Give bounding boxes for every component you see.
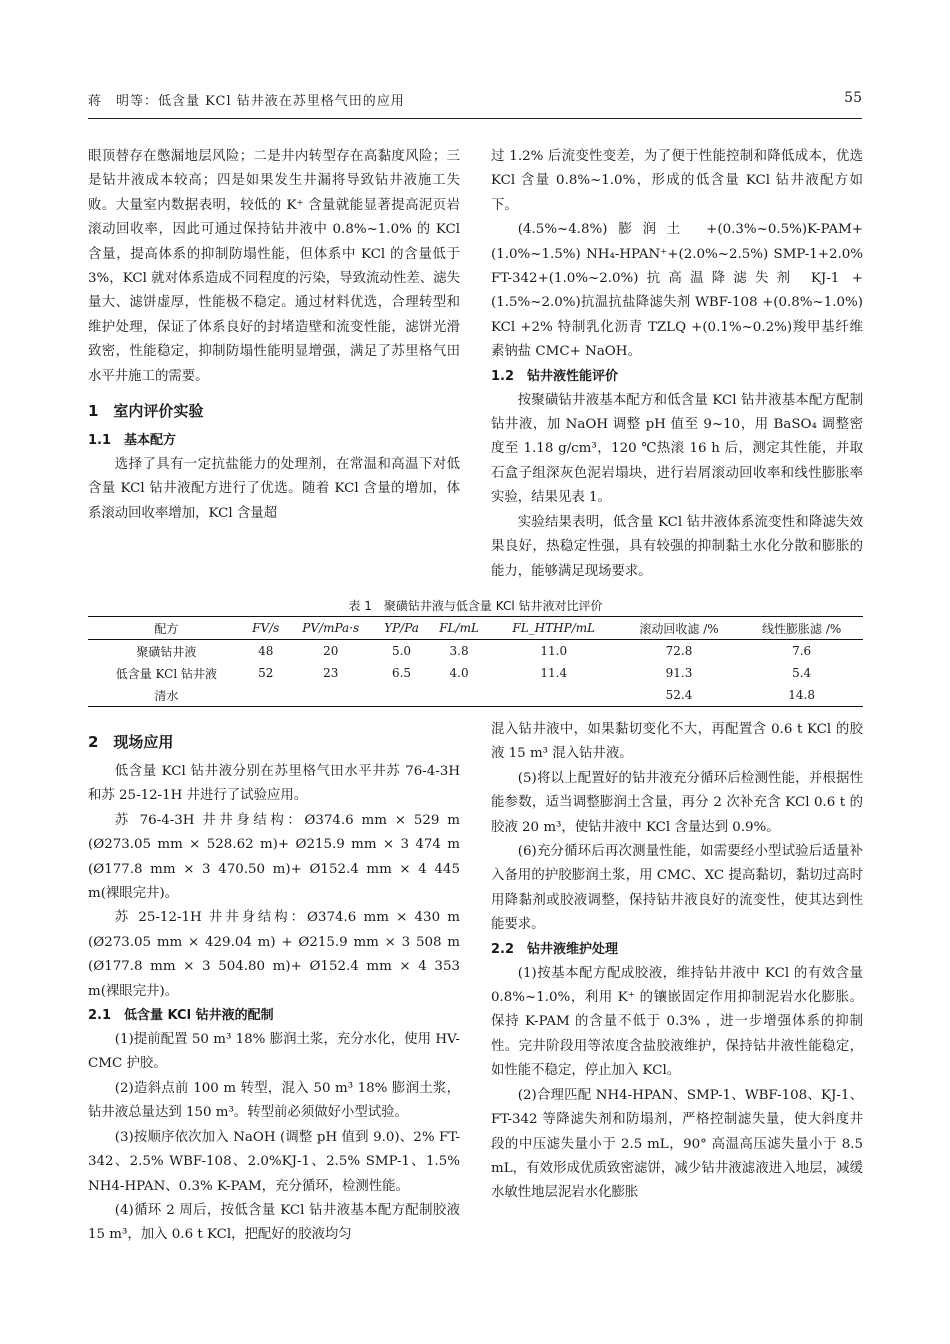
table-cell <box>375 684 429 707</box>
field-application-intro: 低含量 KCl 钻井液分别在苏里格气田水平井苏 76-4-3H 和苏 25-12-1H 井进行了试验应用。 <box>88 764 460 804</box>
table-cell: 清水 <box>154 688 179 703</box>
table-cell <box>287 684 375 707</box>
table-cell: 52.4 <box>665 688 693 702</box>
result-paragraph: 实验结果表明，低含量 KCl 钻井液体系流变性和降滤失效果良好，热稳定性强，具有较强的抑制黏土水化分散和膨胀的能力，能够满足现场要求。 <box>491 514 863 579</box>
table-cell: 聚磺钻井液 <box>136 644 197 659</box>
table-cell: 5.0 <box>391 644 412 658</box>
table-cell: 52 <box>258 666 274 680</box>
table-cell <box>428 684 489 707</box>
table-cell: 20 <box>323 644 339 658</box>
table-header-row <box>88 617 863 640</box>
maintenance-2: (2)合理匹配 NH4-HPAN、SMP-1、WBF-108、KJ-1、FT-342 等降滤失剂和防塌剂，严格控制滤失量，使大斜度井段的中压滤失量小于 2.5 mL，90° 高温高压滤失量小于 8.5 mL，有效形成优质致密滤饼，减少钻井液滤液进入地层，减缓水敏性地层泥岩水化膨胀 <box>491 1087 863 1201</box>
section-1-title: 1 室内评价实验 <box>88 402 204 421</box>
table-row <box>88 662 863 684</box>
table-cell: 11.0 <box>540 644 568 658</box>
step-1: (1)提前配置 50 m³ 18% 膨润土浆，充分水化，使用 HV-CMC 护胶。 <box>88 1032 460 1072</box>
formula-recipe: (4.5%~4.8%)膨润土 +(0.3%~0.5%)K-PAM+(1.0%~1.5%) NH₄-HPAN⁺+(2.0%~2.5%) SMP-1+2.0% FT-342+(1.0%~2.0%)抗高温降滤失剂 KJ-1 +(1.5%~2.0%)抗温抗盐降滤失剂 WBF-108 +(0.8%~1.0%) KCl +2% 特制乳化沥青 TZLQ +(0.1%~0.2%)羧甲基纤维素钠盐 CMC+ NaOH。 <box>491 222 863 360</box>
comparison-table <box>88 616 863 707</box>
maintenance-1: (1)按基本配方配成胶液，维持钻井液中 KCl 的有效含量 0.8%~1.0%，利用 K⁺ 的镶嵌固定作用抑制泥岩水化膨胀。保持 K-PAM 的含量不低于 0.3% ，进一步增强体系的抑制性。完井阶段用等浓度含盐胶液维护，保持钻井液性能稳定，如性能不稳定，停止加入 KCl。 <box>491 965 863 1079</box>
table-header: FV/s <box>252 621 280 635</box>
intro-paragraph: 眼顶替存在憋漏地层风险；二是井内转型存在高黏度风险；三是钻井液成本较高；四是如果发生井漏将导致钻井液施工失败。大量室内数据表明，较低的 K⁺ 含量就能显著提高泥页岩滚动回收率，因此可通过保持钻井液中 0.8%~1.0% 的 KCl 含量，提高体系的抑制防塌性能，但体系中 KCl 的含量低于 3%，KCl 就对体系造成不同程度的污染，导致流动性差、滤失量大、滤饼虚厚，性能极不稳定。通过材料优选，合理转型和维护处理，保证了体系良好的封堵造壁和流变性能，滤饼光滑致密，性能稳定，抑制防塌性能明显增强，满足了苏里格气田水平井施工的需要。 <box>88 149 460 384</box>
table-cell: 23 <box>323 666 339 680</box>
header-rule <box>88 118 862 119</box>
section-1-2-title: 1.2 钻井液性能评价 <box>491 368 619 384</box>
left-column-bottom <box>88 730 460 1248</box>
table-header: 配方 <box>154 621 179 636</box>
right-column-bottom <box>491 718 863 1206</box>
page-number: 55 <box>844 90 862 106</box>
step-5: (5)将以上配置好的钻井液充分循环后检测性能，并根据性能参数，适当调整膨润土含量，再分 2 次补充含 KCl 0.6 t 的胶液 20 m³，使钻井液中 KCl 含量达到 0.9%。 <box>491 770 863 835</box>
table-cell: 14.8 <box>788 688 816 702</box>
section-2-1-title: 2.1 低含量 KCl 钻井液的配制 <box>88 1008 274 1024</box>
table-1 <box>88 596 863 707</box>
left-column-top <box>88 145 460 526</box>
table-header: 线性膨胀滤 /% <box>762 621 842 636</box>
table-cell <box>245 684 287 707</box>
table-cell: 6.5 <box>391 666 412 680</box>
table-header: 滚动回收滤 /% <box>639 621 719 636</box>
section-1-1-title: 1.1 基本配方 <box>88 433 177 449</box>
table-header: YP/Pa <box>384 621 419 635</box>
table-cell: 4.0 <box>449 666 469 680</box>
table-cell <box>490 684 618 707</box>
formula-paragraph: 选择了具有一定抗盐能力的处理剂，在常温和高温下对低含量 KCl 钻井液配方进行了优选。随着 KCl 含量的增加，体系滚动回收率增加，KCl 含量超 <box>88 457 460 521</box>
step-2: (2)造斜点前 100 m 转型，混入 50 m³ 18% 膨润土浆，钻井液总量达到 150 m³。转型前必须做好小型试验。 <box>88 1080 460 1121</box>
step-4-continued: 混入钻井液中，如果黏切变化不大，再配置含 0.6 t KCl 的胶液 15 m³ 混入钻井液。 <box>491 722 863 762</box>
running-header <box>88 90 862 114</box>
table-row <box>88 684 863 707</box>
table-cell: 11.4 <box>540 666 568 680</box>
evaluation-paragraph: 按聚磺钻井液基本配方和低含量 KCl 钻井液基本配方配制钻井液，加 NaOH 调整 pH 值至 9~10，用 BaSO₄ 调整密度至 1.18 g/cm³，120 ℃热滚 16 h 后，测定其性能，并取石盒子组深灰色泥岩塌块，进行岩屑滚动回收率和线性膨胀率实验，结果见表 1。 <box>491 392 863 506</box>
formula-continued: 过 1.2% 后流变性变差，为了便于性能控制和降低成本，优选 KCl 含量 0.8%~1.0%，形成的低含量 KCl 钻井液配方如下。 <box>491 149 863 213</box>
step-6: (6)充分循环后再次测量性能，如需要经小型试验后适量补入备用的护胶膨润土浆，用 CMC、XC 提高黏切，黏切过高时用降黏剂或胶液调整，保持钻井液良好的流变性，使其达到性能要求。 <box>491 844 863 933</box>
table-header: FL_HTHP/mL <box>512 621 596 635</box>
table-cell: 91.3 <box>665 666 693 680</box>
well-structure-2: 苏 25-12-1H 井井身结构：Ø374.6 mm × 430 m (Ø273.05 mm × 429.04 m) + Ø215.9 mm × 3 508 m (Ø177.8 mm × 3 504.80 m)+ Ø152.4 mm × 4 353 m(裸眼完井)。 <box>88 910 460 999</box>
section-2-2-title: 2.2 钻井液维护处理 <box>491 941 619 957</box>
section-2-title: 2 现场应用 <box>88 733 174 751</box>
right-column-top <box>491 145 863 584</box>
table-cell: 7.6 <box>792 644 812 658</box>
table-header: FL/mL <box>439 621 479 635</box>
table-cell: 48 <box>258 644 274 658</box>
step-4: (4)循环 2 周后，按低含量 KCl 钻井液基本配方配制胶液 15 m³，加入 0.6 t KCl，把配好的胶液均匀 <box>88 1202 460 1243</box>
table-row <box>88 640 863 663</box>
table-cell: 低含量 KCl 钻井液 <box>115 666 217 681</box>
table-cell: 5.4 <box>792 666 812 680</box>
table-cell: 72.8 <box>665 644 693 658</box>
running-title: 蒋 明等：低含量 KCl 钻井液在苏里格气田的应用 <box>88 94 405 109</box>
well-structure-1: 苏 76-4-3H 井井身结构：Ø374.6 mm × 529 m (Ø273.05 mm × 528.62 m)+ Ø215.9 mm × 3 474 m (Ø177.8 mm × 3 470.50 m)+ Ø152.4 mm × 4 445 m(裸眼完井)。 <box>88 812 460 902</box>
table-cell: 3.8 <box>449 644 469 658</box>
table-header: PV/mPa·s <box>302 621 360 635</box>
step-3: (3)按顺序依次加入 NaOH (调整 pH 值到 9.0)、2% FT-342、2.5% WBF-108、2.0%KJ-1、2.5% SMP-1、1.5% NH4-HPAN、0.3% K-PAM，充分循环，检测性能。 <box>88 1129 460 1194</box>
table-caption: 表 1 聚磺钻井液与低含量 KCl 钻井液对比评价 <box>348 599 603 613</box>
